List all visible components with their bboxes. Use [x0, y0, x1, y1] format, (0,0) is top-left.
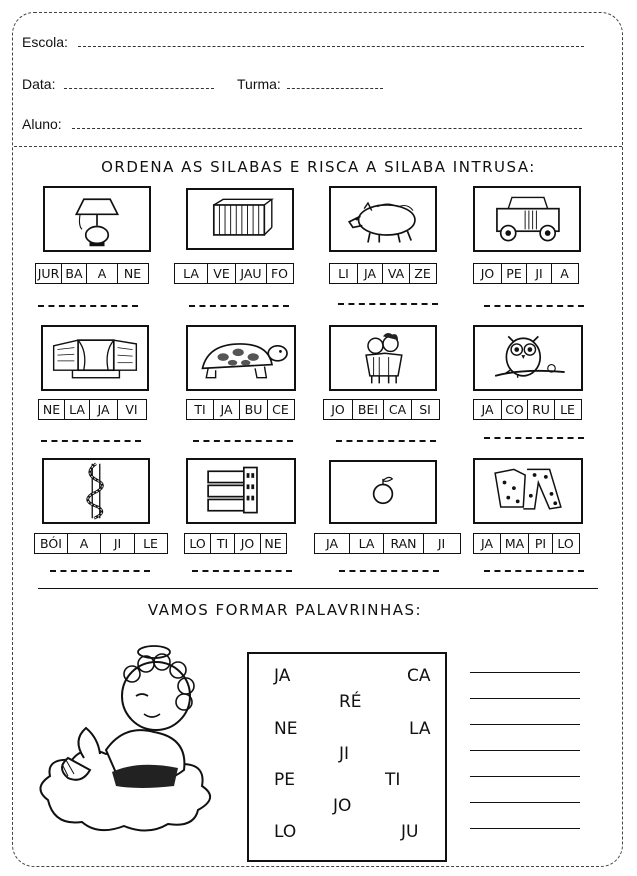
- word-answer-line[interactable]: [470, 750, 580, 751]
- syllable-box: MA: [500, 533, 530, 554]
- syllable-box: PE: [501, 263, 528, 284]
- syllable-box: NE: [38, 399, 65, 420]
- bricks-icon: [186, 458, 296, 524]
- syllable-box: CE: [267, 399, 295, 420]
- word-answer-line[interactable]: [470, 698, 580, 699]
- syllable-box: A: [86, 263, 118, 284]
- syllable-box: SI: [411, 399, 440, 420]
- grid-syllable: JU: [401, 822, 419, 842]
- syllable-box: TI: [210, 533, 236, 554]
- word-answer-line[interactable]: [470, 828, 580, 829]
- answer-line[interactable]: [336, 440, 436, 442]
- data-field[interactable]: [64, 88, 214, 89]
- syllable-box: JI: [423, 533, 461, 554]
- syllable-row-7: [323, 399, 438, 420]
- word-answer-line[interactable]: [470, 724, 580, 725]
- syllable-box: LA: [174, 263, 208, 284]
- exercise2-title: VAMOS FORMAR PALAVRINHAS:: [147, 601, 423, 619]
- answer-line[interactable]: [338, 303, 438, 305]
- syllable-box: VA: [382, 263, 410, 284]
- syllable-box: TI: [186, 399, 214, 420]
- word-answer-line[interactable]: [470, 776, 580, 777]
- syllable-row-9: [34, 533, 166, 554]
- syllable-box: CO: [501, 399, 529, 420]
- syllable-box: BEI: [352, 399, 385, 420]
- syllable-box: JO: [234, 533, 261, 554]
- jeep-icon: [473, 186, 581, 252]
- syllable-row-8: [473, 399, 580, 420]
- syllable-grid: [247, 652, 447, 862]
- grid-syllable: CA: [407, 666, 431, 686]
- turtle-icon: [186, 325, 296, 391]
- syllable-box: LA: [349, 533, 385, 554]
- syllable-box: NE: [260, 533, 287, 554]
- syllable-row-2: [174, 263, 292, 284]
- grid-syllable: JI: [339, 744, 350, 764]
- answer-line[interactable]: [189, 305, 289, 307]
- syllable-row-11: [314, 533, 459, 554]
- answer-line[interactable]: [50, 570, 150, 572]
- grid-syllable: NE: [274, 719, 298, 739]
- syllable-box: JA: [473, 533, 501, 554]
- aluno-field[interactable]: [72, 128, 582, 129]
- syllable-box: FO: [266, 263, 294, 284]
- grid-syllable: LO: [274, 822, 297, 842]
- lamp-icon: [43, 186, 151, 252]
- syllable-box: JAU: [235, 263, 267, 284]
- syllable-box: LO: [552, 533, 580, 554]
- syllable-row-1: [35, 263, 147, 284]
- syllable-box: LE: [134, 533, 168, 554]
- syllable-box: JA: [314, 533, 350, 554]
- syllable-box: JUR: [35, 263, 62, 284]
- turma-label: Turma:: [237, 76, 281, 92]
- sleeping-boy-icon: [28, 640, 228, 840]
- kids-hug-icon: [329, 325, 437, 391]
- grid-syllable: TI: [385, 770, 401, 790]
- section-divider: [38, 588, 598, 589]
- syllable-box: RAN: [383, 533, 424, 554]
- syllable-box: ZE: [409, 263, 437, 284]
- data-label: Data:: [22, 76, 56, 92]
- syllable-box: JO: [323, 399, 353, 420]
- answer-line[interactable]: [484, 437, 584, 439]
- answer-line[interactable]: [41, 440, 141, 442]
- syllable-box: CA: [383, 399, 412, 420]
- syllable-row-4: [473, 263, 577, 284]
- aluno-label: Aluno:: [22, 116, 62, 132]
- answer-line[interactable]: [484, 305, 584, 307]
- answer-line[interactable]: [484, 570, 584, 572]
- syllable-box: LO: [184, 533, 211, 554]
- syllable-box: LI: [329, 263, 358, 284]
- grid-syllable: LA: [409, 719, 431, 739]
- syllable-box: VI: [117, 399, 147, 420]
- syllable-box: LE: [554, 399, 582, 420]
- header-separator: [14, 146, 622, 147]
- word-answer-line[interactable]: [470, 672, 580, 673]
- jiboia-icon: [42, 458, 150, 524]
- syllable-box: JO: [473, 263, 502, 284]
- cage-icon: [186, 188, 294, 250]
- syllable-row-3: [329, 263, 435, 284]
- orange-icon: [329, 460, 437, 524]
- syllable-box: A: [67, 533, 102, 554]
- window-icon: [41, 325, 149, 391]
- exercise1-title: ORDENA AS SILABAS E RISCA A SILABA INTRUSA:: [101, 158, 536, 176]
- syllable-box: A: [551, 263, 579, 284]
- boar-icon: [329, 186, 437, 252]
- escola-label: Escola:: [22, 34, 68, 50]
- answer-line[interactable]: [193, 440, 293, 442]
- syllable-box: JA: [357, 263, 384, 284]
- syllable-box: PI: [528, 533, 553, 554]
- syllable-row-12: [473, 533, 578, 554]
- syllable-box: VE: [207, 263, 237, 284]
- grid-syllable: RÉ: [339, 692, 362, 712]
- syllable-box: NE: [117, 263, 149, 284]
- turma-field[interactable]: [287, 88, 383, 89]
- syllable-box: BA: [61, 263, 88, 284]
- owl-icon: [473, 325, 583, 391]
- answer-line[interactable]: [339, 570, 439, 572]
- syllable-box: JA: [89, 399, 118, 420]
- escola-field[interactable]: [78, 46, 584, 47]
- syllable-box: JA: [213, 399, 241, 420]
- grid-syllable: JO: [333, 796, 352, 816]
- syllable-box: RU: [527, 399, 555, 420]
- syllable-row-5: [38, 399, 145, 420]
- grid-syllable: JA: [274, 666, 291, 686]
- syllable-box: BÓI: [34, 533, 68, 554]
- grid-syllable: PE: [274, 770, 295, 790]
- answer-line[interactable]: [38, 305, 138, 307]
- syllable-row-10: [184, 533, 285, 554]
- syllable-row-6: [186, 399, 293, 420]
- syllable-box: LA: [64, 399, 91, 420]
- syllable-box: JA: [473, 399, 502, 420]
- clothes-icon: [473, 458, 583, 524]
- word-answer-line[interactable]: [470, 802, 580, 803]
- syllable-box: JI: [526, 263, 552, 284]
- syllable-box: BU: [239, 399, 268, 420]
- syllable-box: JI: [100, 533, 135, 554]
- answer-line[interactable]: [192, 570, 292, 572]
